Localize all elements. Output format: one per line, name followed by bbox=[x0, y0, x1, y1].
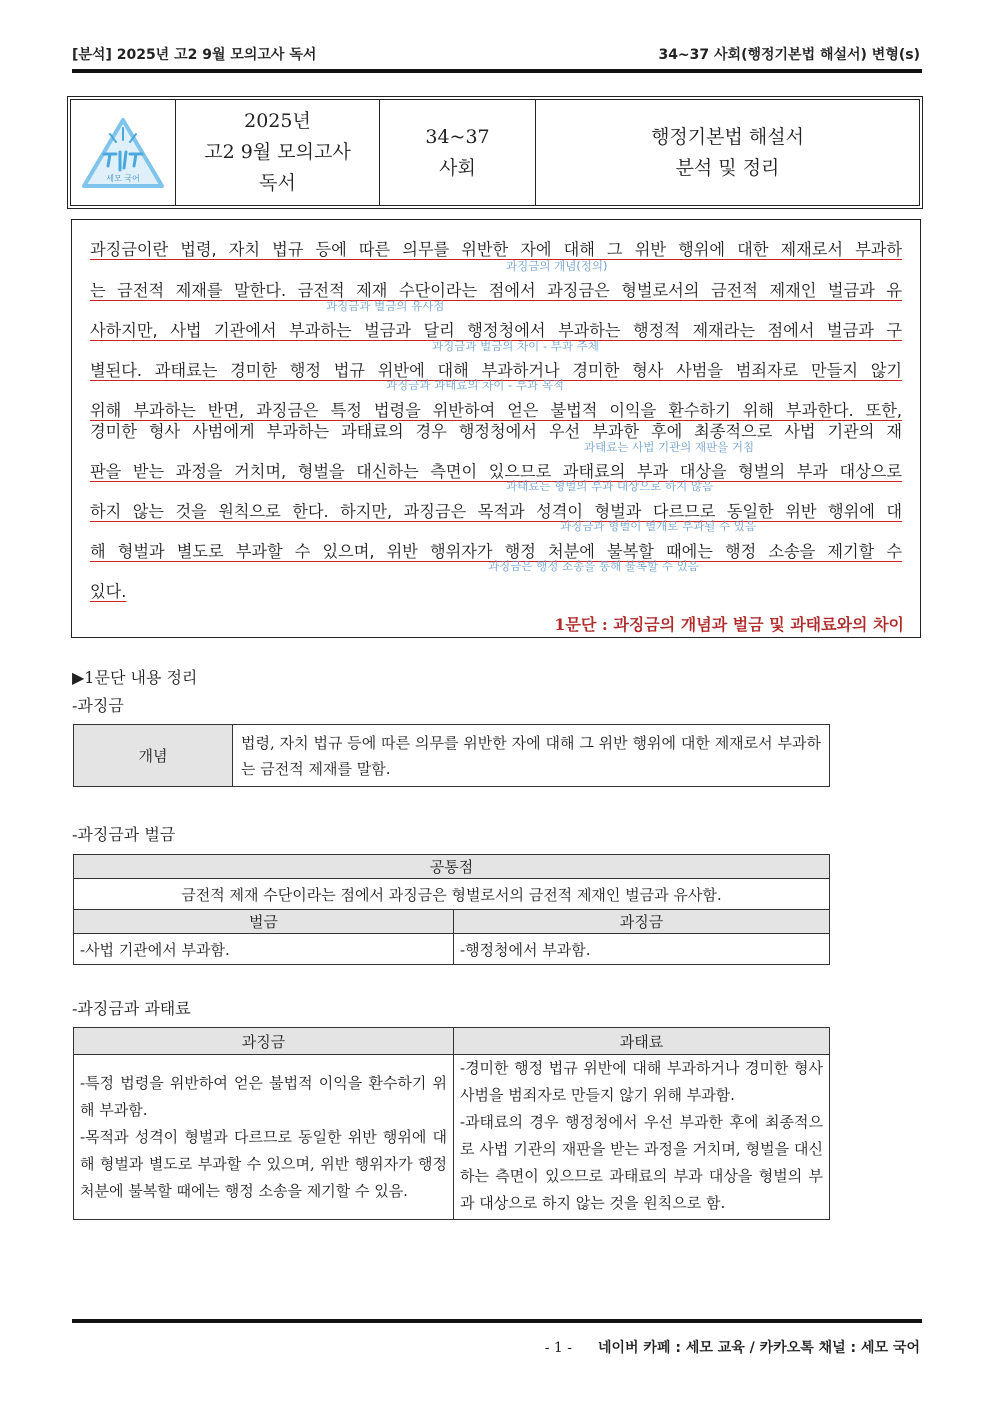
annotation: 과태료는 형벌의 부과 대상으로 하지 않음 bbox=[506, 479, 714, 493]
passage-line: 별된다. 과태료는 경미한 행정 법규 위반에 대해 부과하거나 경미한 형사 사범을 범죄자로 만들지 않기 bbox=[90, 361, 902, 380]
subject: 사회 bbox=[439, 156, 476, 179]
passage-line: 하지 않는 것을 원칙으로 한다. 하지만, 과징금은 목적과 성격이 형벌과 다르므로 동일한 위반 행위에 대 bbox=[90, 502, 902, 521]
question-range-cell bbox=[380, 100, 536, 205]
annotation: 과징금의 개념(정의) bbox=[506, 259, 608, 273]
common-text: 금전적 제재 수단이라는 점에서 과징금은 형벌로서의 금전적 제재인 벌금과 유사함. bbox=[74, 879, 830, 910]
annotation: 과징금과 벌금의 차이 - 부과 주체 bbox=[432, 339, 599, 353]
passage-line: 과징금이란 법령, 자치 법규 등에 따른 의무를 위반한 자에 대해 그 위반 행위에 대한 제재로서 부과하 bbox=[90, 240, 902, 259]
passage-box bbox=[71, 219, 921, 638]
passage-line: 판을 받는 과정을 거치며, 형벌을 대신하는 측면이 있으므로 과태료의 부과 대상을 형벌의 부과 대상으로 bbox=[90, 462, 902, 481]
summary-sub-3: -과징금과 과태료 bbox=[72, 999, 191, 1018]
doc-subtitle: 분석 및 정리 bbox=[675, 156, 780, 179]
concept-label: 개념 bbox=[74, 725, 233, 787]
fee-detail: -경미한 행정 법규 위반에 대해 부과하거나 경미한 형사 사범을 범죄자로 만들지 않기 위해 부과함. -과태료의 경우 행정청에서 우선 부과한 후에 최종적으로 사법 기관의 재판을 받는 과정을 거치며, 형벌을 대신하는 측면이 있으므로 과태료의 부과 대상을 형벌의 부과 대상으로 하지 않는 것을 원칙으로 함. bbox=[454, 1055, 830, 1220]
penalty-detail: -특정 법령을 위반하여 얻은 불법적 이익을 환수하기 위해 부과함. -목적과 성격이 형벌과 다르므로 동일한 위반 행위에 대해 형벌과 별도로 부과할 수 있으며, 위반 행위자가 행정 처분에 불복할 때에는 행정 소송을 제기할 수 있음. bbox=[74, 1055, 454, 1220]
doc-title: 행정기본법 해설서 bbox=[651, 125, 804, 148]
penalty-head: 과징금 bbox=[454, 910, 830, 934]
common-head: 공통점 bbox=[74, 855, 830, 879]
fine-table bbox=[73, 854, 830, 965]
annotation: 과징금은 행정 소송을 통해 불복할 수 있음 bbox=[488, 559, 699, 573]
passage-line: 있다. bbox=[90, 582, 127, 601]
footer-rule bbox=[72, 1319, 922, 1323]
annotation: 과징금과 벌금의 유사점 bbox=[326, 299, 445, 313]
fee-table bbox=[73, 1027, 830, 1220]
header-right: 34~37 사회(행정기본법 해설서) 변형(s) bbox=[658, 47, 920, 63]
penalty-head-2: 과징금 bbox=[74, 1028, 454, 1055]
fee-head: 과태료 bbox=[454, 1028, 830, 1055]
passage-line: 해 형벌과 별도로 부과할 수 있으며, 위반 행위자가 행정 처분에 불복할 때에는 행정 소송을 제기할 수 bbox=[90, 542, 902, 561]
header-left: [분석] 2025년 고2 9월 모의고사 독서 bbox=[72, 47, 317, 63]
logo-icon bbox=[80, 114, 166, 192]
paragraph-label: 1문단 : 과징금의 개념과 벌금 및 과태료와의 차이 bbox=[554, 615, 904, 634]
exam-info-cell bbox=[176, 100, 380, 205]
annotation: 과태료는 사법 기관의 재판을 거침 bbox=[584, 440, 755, 454]
logo-cell bbox=[71, 100, 176, 205]
title-box bbox=[70, 99, 920, 206]
exam-area: 독서 bbox=[259, 172, 296, 194]
annotation: 과징금과 과태료의 차이 - 부과 목적 bbox=[386, 378, 564, 392]
fine-text: -사법 기관에서 부과함. bbox=[74, 934, 454, 965]
exam-year: 2025년 bbox=[244, 110, 311, 132]
passage-line: 는 금전적 제재를 말한다. 금전적 제재 수단이라는 점에서 과징금은 형벌로서의 금전적 제재인 벌금과 유 bbox=[90, 281, 902, 300]
footer-text: 네이버 카페 : 세모 교육 / 카카오톡 채널 : 세모 국어 bbox=[597, 1340, 920, 1356]
logo-text: 세모 국어 bbox=[106, 173, 140, 183]
fine-head: 벌금 bbox=[74, 910, 454, 934]
question-range: 34~37 bbox=[425, 125, 490, 148]
summary-sub-2: -과징금과 벌금 bbox=[72, 825, 176, 844]
passage-line: 위해 부과하는 반면, 과징금은 특정 법령을 위반하여 얻은 불법적 이익을 환수하기 위해 부과한다. 또한, bbox=[90, 401, 902, 420]
annotation: 과징금과 형벌이 별개로 부과될 수 있음 bbox=[560, 519, 757, 533]
summary-sub-1: -과징금 bbox=[72, 696, 124, 715]
summary-heading: ▶1문단 내용 정리 bbox=[72, 668, 198, 687]
concept-text: 법령, 자치 법규 등에 따른 의무를 위반한 자에 대해 그 위반 행위에 대한 제재로서 부과하는 금전적 제재를 말함. bbox=[233, 725, 830, 787]
concept-table bbox=[73, 724, 830, 787]
passage-line: 경미한 형사 사범에게 부과하는 과태료의 경우 행정청에서 우선 부과한 후에 최종적으로 사법 기관의 재 bbox=[90, 422, 902, 441]
doc-title-cell bbox=[536, 100, 919, 205]
exam-month: 고2 9월 모의고사 bbox=[204, 141, 351, 163]
page-number: - 1 - bbox=[544, 1340, 572, 1356]
penalty-text: -행정청에서 부과함. bbox=[454, 934, 830, 965]
header-rule bbox=[72, 69, 922, 73]
passage-line: 사하지만, 사법 기관에서 부과하는 벌금과 달리 행정청에서 부과하는 행정적 제재라는 점에서 벌금과 구 bbox=[90, 321, 902, 340]
footer bbox=[545, 1337, 920, 1357]
